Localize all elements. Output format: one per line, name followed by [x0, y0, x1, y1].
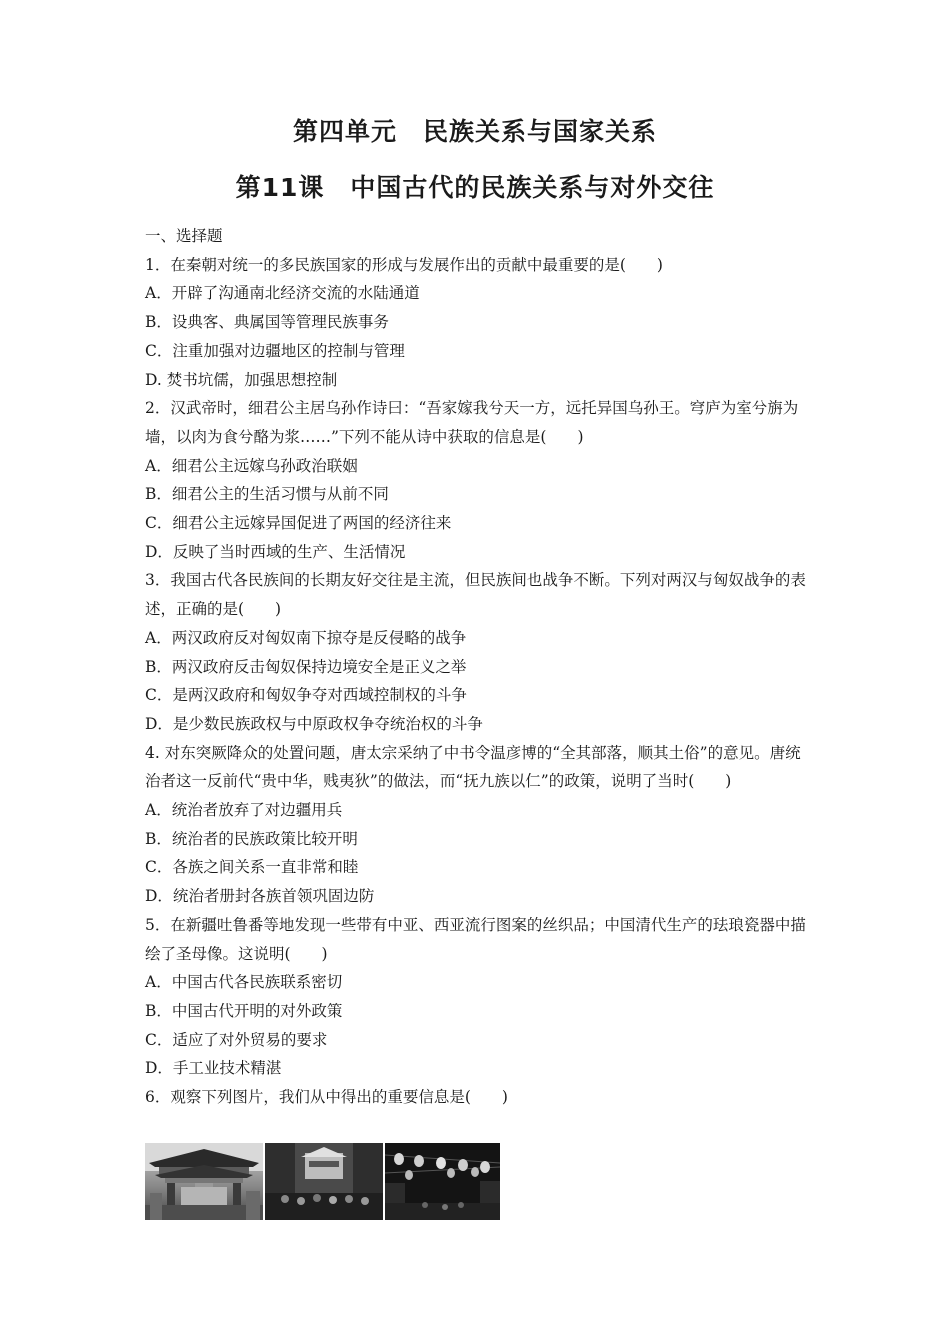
section-heading: 一、选择题	[145, 227, 223, 245]
option-a: A．两汉政府反对匈奴南下掠夺是反侵略的战争	[145, 628, 467, 647]
question-4	[145, 739, 810, 911]
option-b: B．细君公主的生活习惯与从前不同	[145, 485, 389, 504]
option-b: B．两汉政府反击匈奴保持边境安全是正义之举	[145, 657, 467, 676]
option-b: B．设典客、典属国等管理民族事务	[145, 313, 389, 332]
option-c: C．适应了对外贸易的要求	[145, 1030, 328, 1049]
question-stem: 1．在秦朝对统一的多民族国家的形成与发展作出的贡献中最重要的是( )	[145, 255, 663, 274]
option-a: A．统治者放弃了对边疆用兵	[145, 801, 343, 820]
option-d: D．统治者册封各族首领巩固边防	[145, 887, 375, 906]
option-d: D．反映了当时西域的生产、生活情况	[145, 542, 406, 561]
question-stem: 6．观察下列图片，我们从中得出的重要信息是( )	[145, 1088, 508, 1107]
chinatown-gate-photo	[145, 1143, 263, 1220]
question-3	[145, 566, 810, 738]
option-a: A．中国古代各民族联系密切	[145, 973, 343, 992]
lantern-illustration	[385, 1143, 500, 1220]
option-b: B．统治者的民族政策比较开明	[145, 829, 358, 848]
option-c: C．注重加强对边疆地区的控制与管理	[145, 341, 405, 360]
option-a: A．开辟了沟通南北经济交流的水陆通道	[145, 284, 420, 303]
option-c: C．细君公主远嫁异国促进了两国的经济往来	[145, 514, 452, 533]
option-c: C．是两汉政府和匈奴争夺对西域控制权的斗争	[145, 686, 467, 705]
option-d: D．是少数民族政权与中原政权争夺统治权的斗争	[145, 714, 483, 733]
street-gate-photo	[265, 1143, 383, 1220]
question-stem: 2．汉武帝时，细君公主居乌孙作诗曰：“吾家嫁我兮天一方，远托异国乌孙王。穹庐为室兮旃为墙，以肉为食兮酪为浆……”下列不能从诗中获取的信息是( )	[145, 399, 799, 446]
question-stem: 3．我国古代各民族间的长期友好交往是主流，但民族间也战争不断。下列对两汉与匈奴战争的表述，正确的是( )	[145, 571, 806, 619]
option-a: A．细君公主远嫁乌孙政治联姻	[145, 456, 358, 475]
question-6-photos	[145, 1143, 500, 1220]
gate-illustration	[145, 1143, 263, 1220]
option-d: D. 焚书坑儒，加强思想控制	[145, 370, 338, 389]
question-list	[145, 222, 810, 1112]
question-5	[145, 911, 810, 1083]
question-stem: 4. 对东突厥降众的处置问题，唐太宗采纳了中书令温彦博的“全其部落，顺其土俗”的意见。唐统治者这一反前代“贵中华，贱夷狄”的做法，而“抚九族以仁”的政策，说明了当时( )	[145, 743, 801, 791]
question-stem: 5．在新疆吐鲁番等地发现一些带有中亚、西亚流行图案的丝织品；中国清代生产的珐琅瓷器中描绘了圣母像。这说明( )	[145, 915, 806, 963]
option-b: B．中国古代开明的对外政策	[145, 1001, 343, 1020]
option-d: D．手工业技术精湛	[145, 1059, 282, 1078]
option-c: C．各族之间关系一直非常和睦	[145, 858, 359, 877]
lesson-title: 第11课 中国古代的民族关系与对外交往	[235, 173, 715, 202]
lantern-street-photo	[385, 1143, 500, 1220]
street-illustration	[265, 1143, 383, 1220]
question-6	[145, 1083, 810, 1112]
question-1	[145, 251, 810, 395]
unit-title: 第四单元 民族关系与国家关系	[292, 117, 657, 146]
question-2	[145, 394, 810, 566]
